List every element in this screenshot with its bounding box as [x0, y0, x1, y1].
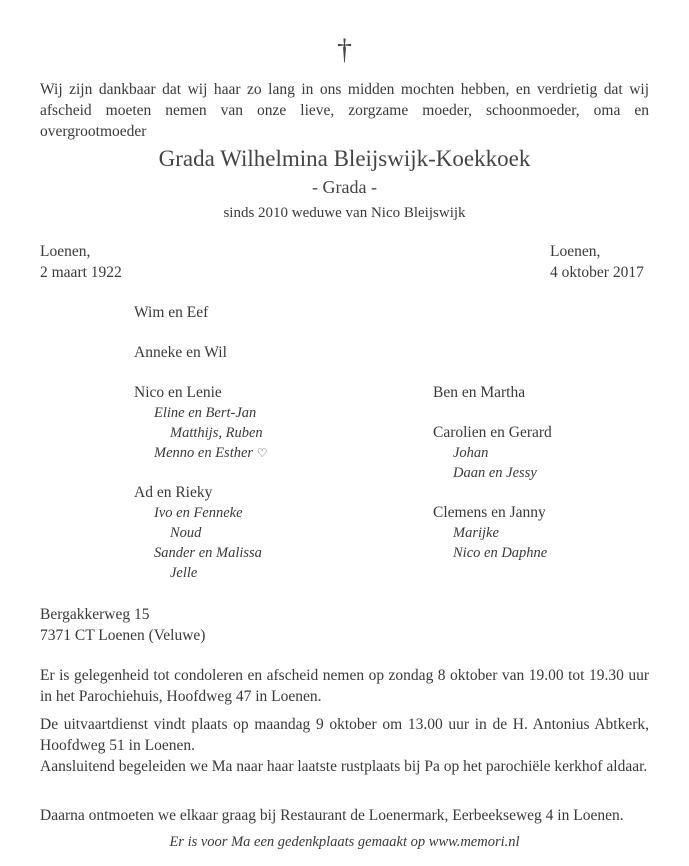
widow-line: sinds 2010 weduwe van Nico Bleijswijk [223, 205, 466, 221]
condolence-text: Er is gelegenheid tot condoleren en afscheid nemen op zondag 8 oktober van 19.00 tot 19.30 uur in het Parochiehuis, Hoofdweg 47 in Loenen. [40, 667, 649, 705]
heart-icon: ♡ [256, 446, 268, 460]
grandchild: Menno en Esther [154, 445, 254, 461]
grandchild: Daan en Jessy [453, 465, 537, 481]
family-right-column [433, 383, 552, 563]
great-grandchild: Matthijs, Ruben [170, 425, 263, 441]
family-member: Nico en Lenie [134, 384, 222, 401]
intro-text: Wij zijn dankbaar dat wij haar zo lang in ons midden mochten hebben, en verdrietig dat wij afscheid moeten nemen van onze lieve, zorgzame moeder, schoonmoeder, oma en overgrootmoeder [40, 81, 649, 140]
grandchild-row [134, 443, 267, 463]
birth-block [40, 241, 122, 283]
deceased-name: Grada Wilhelmina Bleijswijk-Koekkoek [158, 146, 531, 171]
grandchild: Ivo en Fenneke [154, 505, 243, 521]
meeting-text: Daarna ontmoeten we elkaar graag bij Restaurant de Loenermark, Eerbeekseweg 4 in Loenen. [40, 807, 624, 824]
burial-text: Aansluitend begeleiden we Ma naar haar laatste rustplaats bij Pa op het parochiële kerkhof aldaar. [40, 758, 648, 775]
grandchild: Johan [453, 445, 489, 461]
grandchild: Sander en Malissa [154, 545, 262, 561]
death-date: 4 oktober 2017 [550, 264, 644, 281]
grandchild: Nico en Daphne [453, 545, 548, 561]
family-member: Clemens en Janny [433, 504, 546, 521]
family-left-column [134, 303, 267, 583]
grandchild: Eline en Bert-Jan [154, 405, 257, 421]
cross-symbol: † [337, 33, 352, 66]
memorial-website-note: Er is voor Ma een gedenkplaats gemaakt op www.memori.nl [169, 834, 520, 850]
great-grandchild: Jelle [170, 565, 198, 581]
death-block [550, 241, 644, 283]
death-place: Loenen, [550, 243, 601, 260]
family-member: Wim en Eef [134, 304, 209, 321]
family-member: Ben en Martha [433, 384, 526, 401]
address-street: Bergakkerweg 15 [40, 606, 150, 623]
nickname: - Grada - [312, 177, 377, 197]
family-member: Carolien en Gerard [433, 424, 552, 441]
great-grandchild: Noud [170, 525, 202, 541]
birth-place: Loenen, [40, 243, 91, 260]
address-block [40, 604, 205, 646]
family-member: Anneke en Wil [134, 344, 227, 361]
address-city: 7371 CT Loenen (Veluwe) [40, 627, 206, 644]
family-member: Ad en Rieky [134, 484, 213, 501]
funeral-text: De uitvaartdienst vindt plaats op maandag 9 oktober om 13.00 uur in de H. Antonius Abtkerk, Hoofdweg 51 in Loenen. [40, 716, 649, 754]
birth-date: 2 maart 1922 [40, 264, 122, 281]
grandchild: Marijke [453, 525, 499, 541]
